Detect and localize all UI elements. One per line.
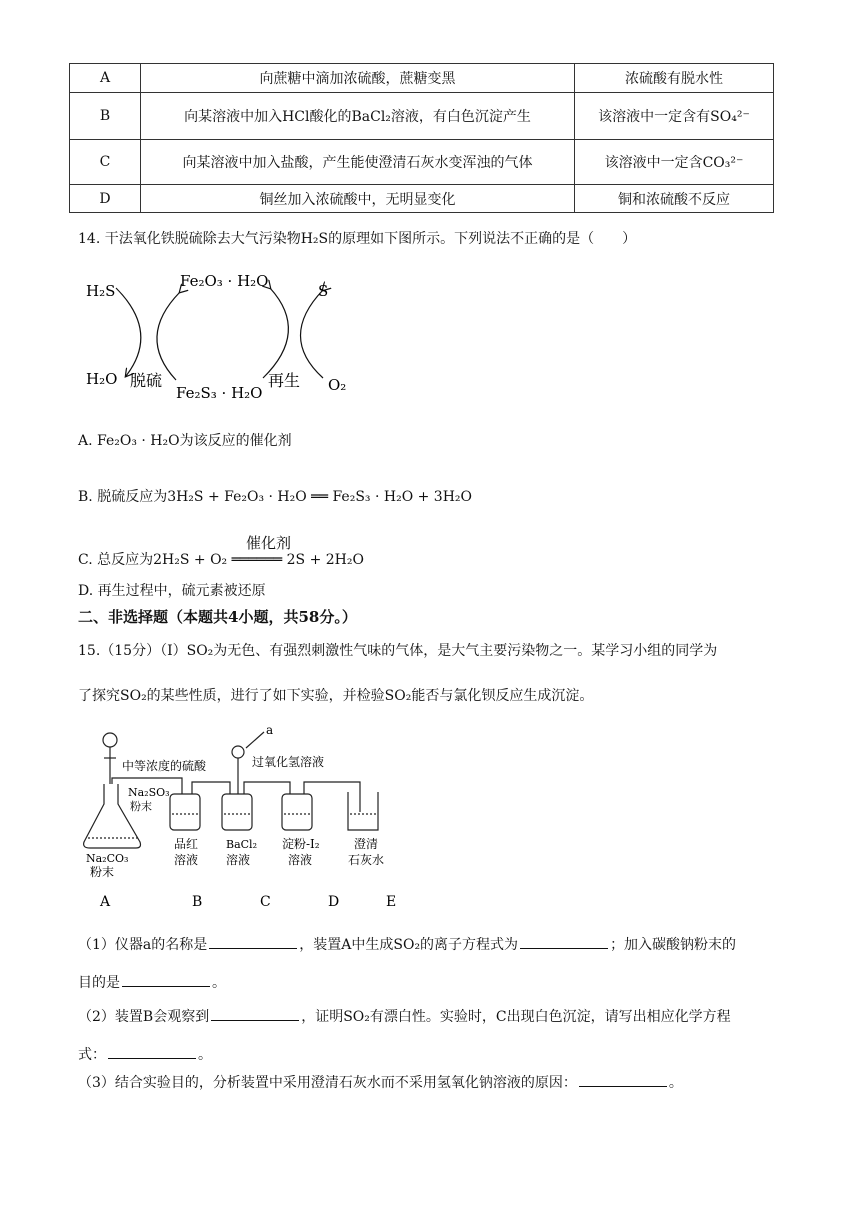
answer-blank[interactable] bbox=[520, 934, 608, 949]
b-solution-2: 溶液 bbox=[174, 853, 199, 867]
e-solution-1: 澄清 bbox=[354, 837, 379, 851]
catalyst-label: 催化剂 bbox=[246, 534, 292, 552]
options-table bbox=[69, 63, 774, 213]
operation-cell: 向某溶液中加入HCl酸化的BaCl₂溶液，有白色沉淀产生 bbox=[141, 93, 575, 140]
desulf-arc-up bbox=[157, 292, 180, 380]
regen-arc-down bbox=[301, 290, 324, 378]
q15-p2-text: ，证明SO₂有漂白性。实验时，C出现白色沉淀，请写出相应化学方程 bbox=[301, 1009, 731, 1025]
q15-p2-text: 式： bbox=[78, 1047, 106, 1063]
label-b: B bbox=[192, 894, 203, 910]
option-letter: D bbox=[70, 185, 141, 213]
q15-p1-text: （1）仪器a的名称是 bbox=[78, 937, 208, 953]
c-solution-2: 溶液 bbox=[226, 853, 251, 867]
q15-part3 bbox=[78, 1072, 683, 1092]
c-solution-1: BaCl₂ bbox=[226, 838, 257, 851]
q15-p3-text: 。 bbox=[668, 1075, 683, 1091]
answer-blank[interactable] bbox=[209, 934, 297, 949]
conclusion-cell: 浓硫酸有脱水性 bbox=[575, 64, 774, 93]
e-solution-2: 石灰水 bbox=[348, 853, 385, 867]
conclusion-cell: 该溶液中一定含有SO₄²⁻ bbox=[575, 93, 774, 140]
table-row bbox=[70, 64, 774, 93]
na2so3-powder: 粉末 bbox=[130, 800, 152, 813]
label-a: A bbox=[100, 894, 111, 910]
q15-p1-text: ；加入碳酸钠粉末的 bbox=[610, 937, 737, 953]
na2so3-label: Na₂SO₃ bbox=[128, 786, 170, 799]
s-label: S bbox=[318, 282, 329, 300]
section-heading: 二、非选择题（本题共4小题，共58分。） bbox=[78, 608, 357, 626]
desulf-arc-down bbox=[116, 288, 141, 376]
q15-intro-line2: 了探究SO₂的某些性质，进行了如下实验，并检验SO₂能否与氯化钡反应生成沉淀。 bbox=[78, 688, 594, 704]
apparatus-diagram bbox=[78, 722, 408, 912]
q15-part1-line2 bbox=[78, 972, 226, 992]
o2-label: O₂ bbox=[328, 376, 347, 394]
label-c: C bbox=[260, 894, 271, 910]
q14-option-a: A. Fe₂O₃ · H₂O为该反应的催化剂 bbox=[78, 433, 292, 449]
q14-option-b: B. 脱硫反应为3H₂S + Fe₂O₃ · H₂O ══ Fe₂S₃ · H₂O + 3H₂O bbox=[78, 489, 473, 505]
na2co3-powder: 粉末 bbox=[90, 865, 115, 879]
fe2o3-label: Fe₂O₃ · H₂O bbox=[180, 272, 269, 290]
d-solution-1: 淀粉-I₂ bbox=[282, 837, 320, 851]
label-e: E bbox=[386, 894, 397, 910]
h2s-label: H₂S bbox=[86, 282, 116, 300]
operation-cell: 向某溶液中加入盐酸，产生能使澄清石灰水变浑浊的气体 bbox=[141, 140, 575, 185]
fe2s3-label: Fe₂S₃ · H₂O bbox=[176, 384, 263, 402]
conclusion-cell: 该溶液中一定含CO₃²⁻ bbox=[575, 140, 774, 185]
regen-arc-up bbox=[263, 288, 288, 378]
b-solution-1: 品红 bbox=[174, 837, 199, 851]
answer-blank[interactable] bbox=[211, 1006, 299, 1021]
option-letter: A bbox=[70, 64, 141, 93]
q15-part2-line1 bbox=[78, 1006, 731, 1026]
answer-blank[interactable] bbox=[122, 972, 210, 987]
answer-blank[interactable] bbox=[579, 1072, 667, 1087]
q15-intro-line1: 15.（15分）（Ⅰ）SO₂为无色、有强烈刺激性气味的气体，是大气主要污染物之一。某学习小组的同学为 bbox=[78, 643, 718, 659]
table-row bbox=[70, 185, 774, 213]
regen-label: 再生 bbox=[268, 371, 301, 390]
option-letter: C bbox=[70, 140, 141, 185]
answer-blank[interactable] bbox=[108, 1044, 196, 1059]
q15-p1-text: 目的是 bbox=[78, 975, 120, 991]
q15-part2-line2 bbox=[78, 1044, 212, 1064]
desulf-label: 脱硫 bbox=[130, 371, 163, 390]
h2o2-label: 过氧化氢溶液 bbox=[252, 755, 325, 769]
q14-stem: 14. 干法氧化铁脱硫除去大气污染物H₂S的原理如下图所示。下列说法不正确的是（ ） bbox=[78, 231, 637, 247]
conclusion-cell: 铜和浓硫酸不反应 bbox=[575, 185, 774, 213]
operation-cell: 向蔗糖中滴加浓硫酸，蔗糖变黑 bbox=[141, 64, 575, 93]
q15-part1-line1 bbox=[78, 934, 736, 954]
d-solution-2: 溶液 bbox=[288, 853, 313, 867]
label-d: D bbox=[328, 894, 340, 910]
q14-option-d: D. 再生过程中，硫元素被还原 bbox=[78, 583, 266, 599]
acid-label: 中等浓度的硫酸 bbox=[122, 759, 207, 773]
h2o-label: H₂O bbox=[86, 370, 118, 388]
table-row bbox=[70, 140, 774, 185]
operation-cell: 铜丝加入浓硫酸中，无明显变化 bbox=[141, 185, 575, 213]
option-letter: B bbox=[70, 93, 141, 140]
q15-p1-text: ，装置A中生成SO₂的离子方程式为 bbox=[299, 937, 519, 953]
q15-p2-text: （2）装置B会观察到 bbox=[78, 1009, 210, 1025]
table-row bbox=[70, 93, 774, 140]
desulfurization-cycle-diagram bbox=[78, 262, 368, 412]
na2co3-label: Na₂CO₃ bbox=[86, 852, 129, 865]
q15-p1-text: 。 bbox=[212, 975, 226, 991]
q15-p2-text: 。 bbox=[198, 1047, 212, 1063]
q15-p3-text: （3）结合实验目的，分析装置中采用澄清石灰水而不采用氢氧化钠溶液的原因： bbox=[78, 1075, 577, 1091]
q14-option-c: C. 总反应为2H₂S + O₂ ══════ 2S + 2H₂O bbox=[78, 552, 364, 568]
a-label: a bbox=[266, 723, 274, 737]
